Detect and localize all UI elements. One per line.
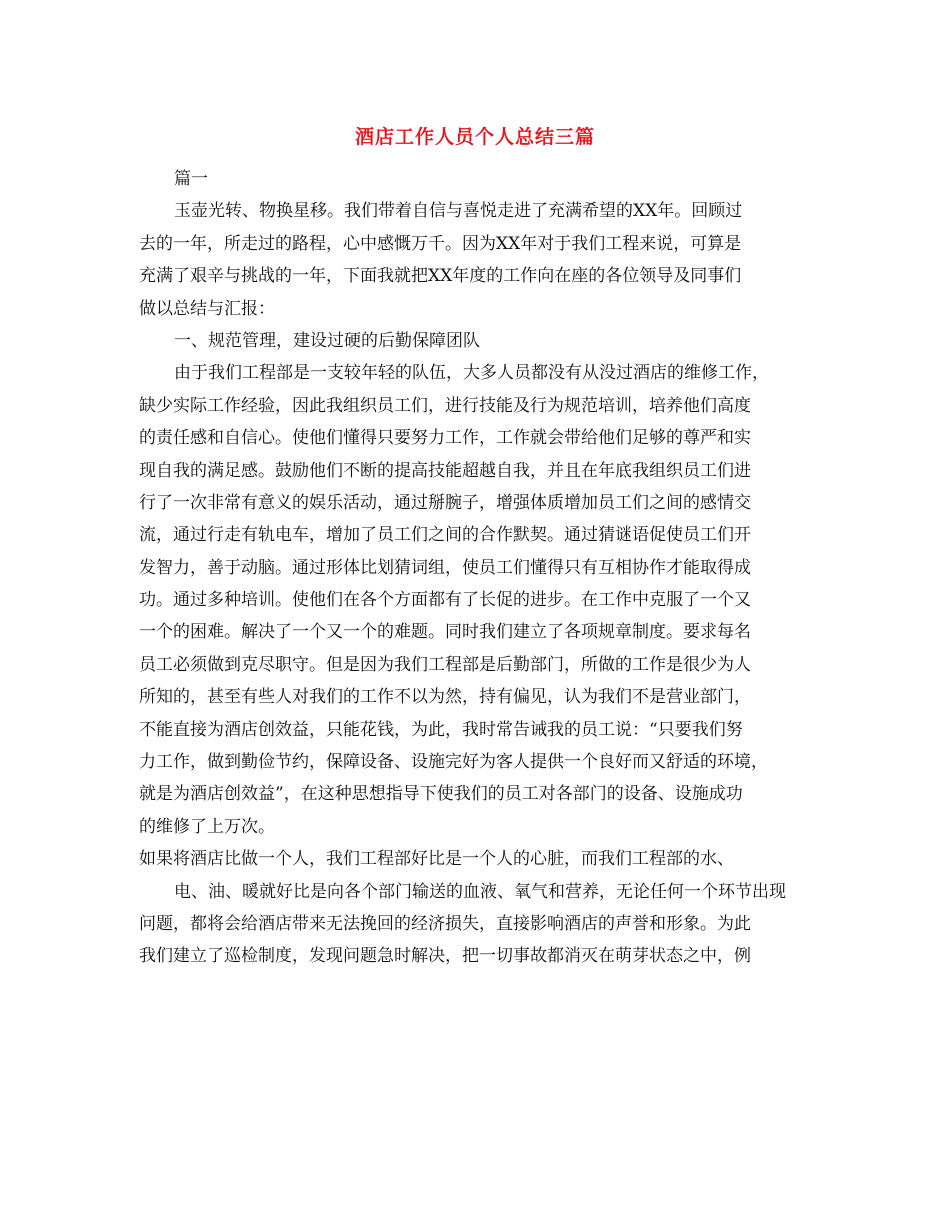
document-title: 酒店工作人员个人总结三篇 [354,126,595,148]
paragraph-line: 行了一次非常有意义的娱乐活动，通过掰腕子，增强体质增加员工们之间的感情交 [139,492,751,513]
paragraph-line: 所知的，甚至有些人对我们的工作不以为然，持有偏见，认为我们不是营业部门， [139,687,751,708]
paragraph-line: 一个的困难。解决了一个又一个的难题。同时我们建立了各项规章制度。要求每名 [139,622,751,643]
paragraph-line: 流，通过行走有轨电车，增加了员工们之间的合作默契。通过猜谜语促使员工们开 [139,525,751,546]
paragraph-line: 问题，都将会给酒店带来无法挽回的经济损失，直接影响酒店的声誉和形象。为此 [139,913,751,934]
paragraph-line: 由于我们工程部是一支较年轻的队伍，大多人员都没有从没过酒店的维修工作， [174,363,769,384]
paragraph-line: 玉壶光转、物换星移。我们带着自信与喜悦走进了充满希望的XX年。回顾过 [174,201,743,222]
paragraph-line: 缺少实际工作经验，因此我组织员工们，进行技能及行为规范培训，培养他们高度 [139,395,751,416]
paragraph-line: 充满了艰辛与挑战的一年，下面我就把XX年度的工作向在座的各位领导及同事们 [139,266,742,287]
paragraph-line: 现自我的满足感。鼓励他们不断的提高技能超越自我，并且在年底我组织员工们进 [139,460,751,481]
paragraph-line: 电、油、暖就好比是向各个部门输送的血液、氧气和营养，无论任何一个环节出现 [174,881,786,902]
paragraph-line: 的责任感和自信心。使他们懂得只要努力工作，工作就会带给他们足够的尊严和实 [139,428,751,449]
section-heading-one: 一、规范管理，建设过硬的后勤保障团队 [174,330,480,351]
paragraph-line: 的维修了上万次。 [139,816,275,837]
paragraph-line [139,973,825,1005]
paragraph-line: 我们建立了巡检制度，发现问题急时解决，把一切事故都消灭在萌芽状态之中，例 [139,946,751,967]
paragraph-line: 功。通过多种培训。使他们在各个方面都有了长促的进步。在工作中克服了一个又 [139,590,751,611]
paragraph-line: 做以总结与汇报： [139,298,275,319]
section-heading-part-one: 篇一 [174,169,208,189]
paragraph-line: 如果将酒店比做一个人，我们工程部好比是一个人的心脏，而我们工程部的水、 [139,849,734,870]
paragraph-line: 力工作，做到勤俭节约，保障设备、设施完好为客人提供一个良好而又舒适的环境， [139,752,768,773]
paragraph-line: 去的一年，所走过的路程，心中感慨万千。因为XX年对于我们工程来说，可算是 [139,233,742,254]
paragraph-line: 员工必须做到克尽职守。但是因为我们工程部是后勤部门，所做的工作是很少为人 [139,654,751,675]
paragraph-line: 不能直接为酒店创效益，只能花钱，为此，我时常告诫我的员工说：“只要我们努 [139,719,743,740]
paragraph-line: 就是为酒店创效益”，在这种思想指导下使我们的员工对各部门的设备、设施成功 [139,784,743,805]
paragraph-line: 发智力，善于动脑。通过形体比划猜词组，使员工们懂得只有互相协作才能取得成 [139,557,751,578]
document-body [139,163,825,1005]
